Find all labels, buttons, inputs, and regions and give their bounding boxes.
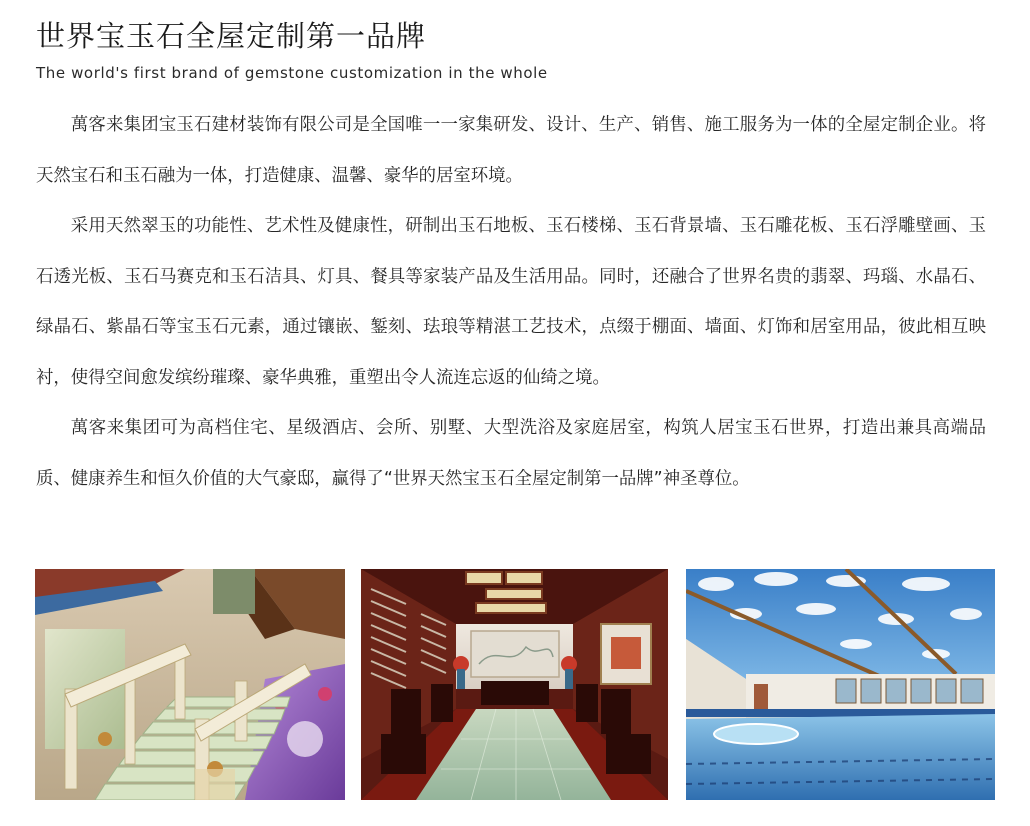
reception-hall-photo bbox=[361, 569, 668, 800]
indoor-pool-photo bbox=[686, 569, 995, 800]
paragraph-intro: 萬客来集团宝玉石建材装饰有限公司是全国唯一一家集研发、设计、生产、销售、施工服务为一体的全屋定制企业。将天然宝石和玉石融为一体，打造健康、温馨、豪华的居室环境。 bbox=[36, 115, 986, 186]
page-title: 世界宝玉石全屋定制第一品牌 bbox=[36, 19, 427, 53]
page-subtitle: The world's first brand of gemstone customization in the whole bbox=[36, 64, 548, 82]
paragraph-products: 采用天然翠玉的功能性、艺术性及健康性，研制出玉石地板、玉石楼梯、玉石背景墙、玉石雕花板、玉石浮雕壁画、玉石透光板、玉石马赛克和玉石洁具、灯具、餐具等家装产品及生活用品。同时，还融合了世界名贵的翡翠、玛瑙、水晶石、绿晶石、紫晶石等宝玉石元素，通过镶嵌、錾刻、珐琅等精湛工艺技术，点缀于棚面、墙面、灯饰和居室用品，彼此相互映衬，使得空间愈发缤纷璀璨、豪华典雅，重塑出令人流连忘返的仙绮之境。 bbox=[36, 216, 986, 388]
paragraph-services: 萬客来集团可为高档住宅、星级酒店、会所、别墅、大型洗浴及家庭居室，构筑人居宝玉石世界，打造出兼具高端品质、健康养生和恒久价值的大气豪邸，赢得了“世界天然宝玉石全屋定制第一品牌”神圣尊位。 bbox=[36, 418, 986, 489]
article-body bbox=[36, 100, 986, 504]
jade-staircase-photo bbox=[35, 569, 345, 800]
